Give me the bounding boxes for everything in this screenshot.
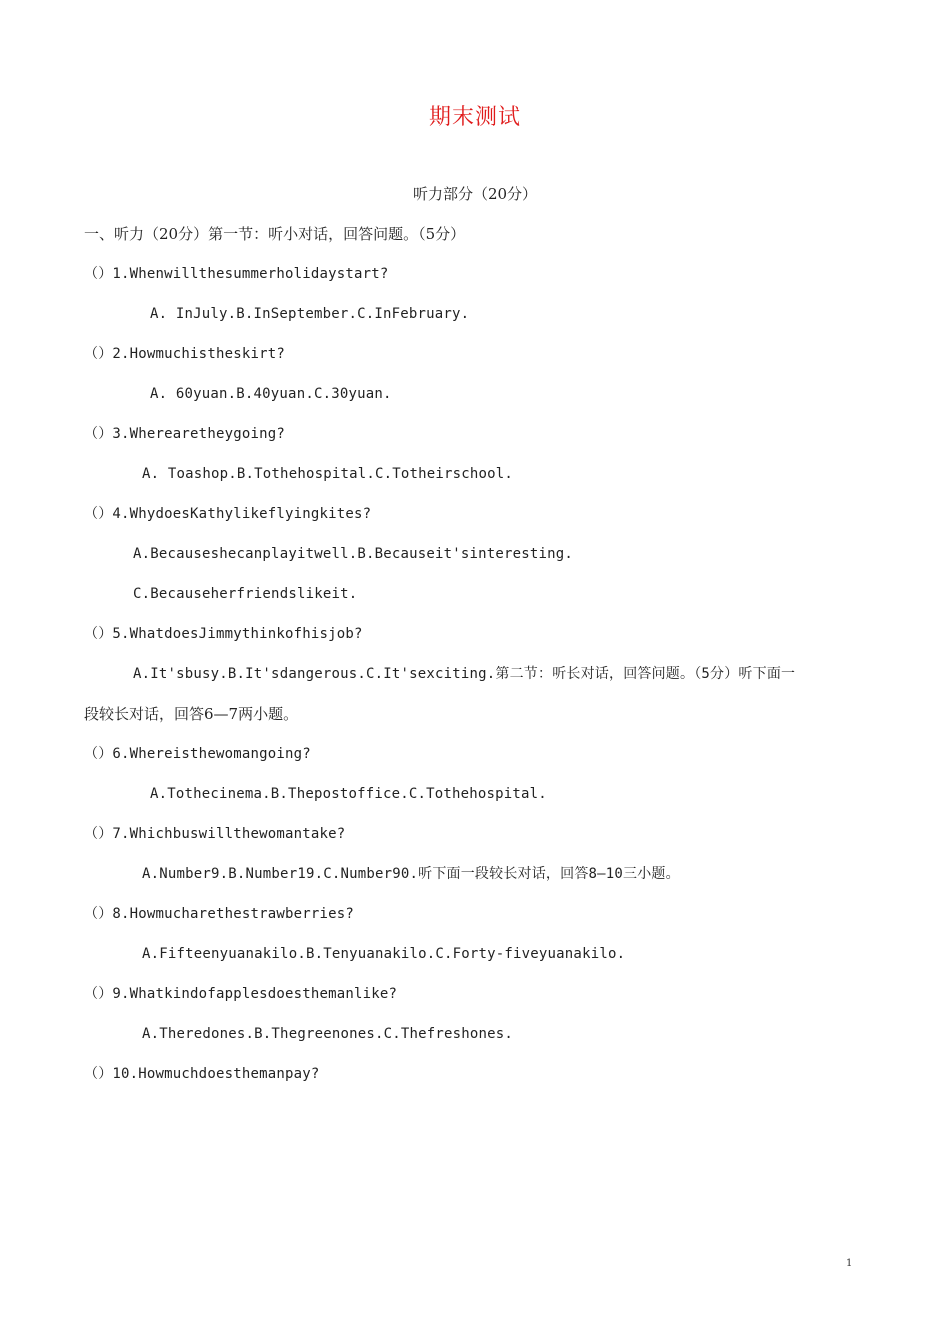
- question-2: （）2.Howmuchistheskirt?: [84, 346, 285, 362]
- part-two-instruction: 段较长对话，回答6—7两小题。: [84, 705, 299, 723]
- question-10: （）10.Howmuchdoesthemanpay?: [84, 1066, 320, 1082]
- question-3: （）3.Wherearetheygoing?: [84, 426, 285, 442]
- question-4: （）4.WhydoesKathylikeflyingkites?: [84, 506, 372, 522]
- question-1: （）1.Whenwillthesummerholidaystart?: [84, 266, 389, 282]
- question-4-options-line-2: C.Becauseherfriendslikeit.: [133, 586, 358, 602]
- question-5-options-and-part-two-heading: A.It'sbusy.B.It'sdangerous.C.It'sexciting.第二节：听长对话，回答问题。（5分）听下面一: [133, 666, 796, 682]
- page-title: 期末测试: [428, 105, 521, 130]
- question-8: （）8.Howmucharethestrawberries?: [84, 906, 355, 922]
- question-9-options: A.Theredones.B.Thegreenones.C.Thefreshones.: [142, 1026, 514, 1042]
- section-heading: 听力部分（20分）: [412, 185, 538, 203]
- question-3-options: A. Toashop.B.Tothehospital.C.Totheirschool.: [142, 466, 514, 482]
- question-4-options-line-1: A.Becauseshecanplayitwell.B.Becauseit'sinteresting.: [133, 546, 574, 562]
- question-2-options: A. 60yuan.B.40yuan.C.30yuan.: [150, 386, 392, 402]
- question-5: （）5.WhatdoesJimmythinkofhisjob?: [84, 626, 363, 642]
- question-7: （）7.Whichbuswillthewomantake?: [84, 826, 346, 842]
- page-number: 1: [846, 1258, 853, 1269]
- question-9: （）9.Whatkindofapplesdoesthemanlike?: [84, 986, 398, 1002]
- question-8-options: A.Fifteenyuanakilo.B.Tenyuanakilo.C.Forty-fiveyuanakilo.: [142, 946, 626, 962]
- question-6-options: A.Tothecinema.B.Thepostoffice.C.Tothehospital.: [150, 786, 547, 802]
- question-6: （）6.Whereisthewomangoing?: [84, 746, 311, 762]
- question-7-options-and-instruction: A.Number9.B.Number19.C.Number90.听下面一段较长对话，回答8—10三小题。: [142, 866, 680, 882]
- part-one-heading: 一、听力（20分）第一节：听小对话，回答问题。（5分）: [84, 225, 466, 243]
- question-1-options: A. InJuly.B.InSeptember.C.InFebruary.: [150, 306, 470, 322]
